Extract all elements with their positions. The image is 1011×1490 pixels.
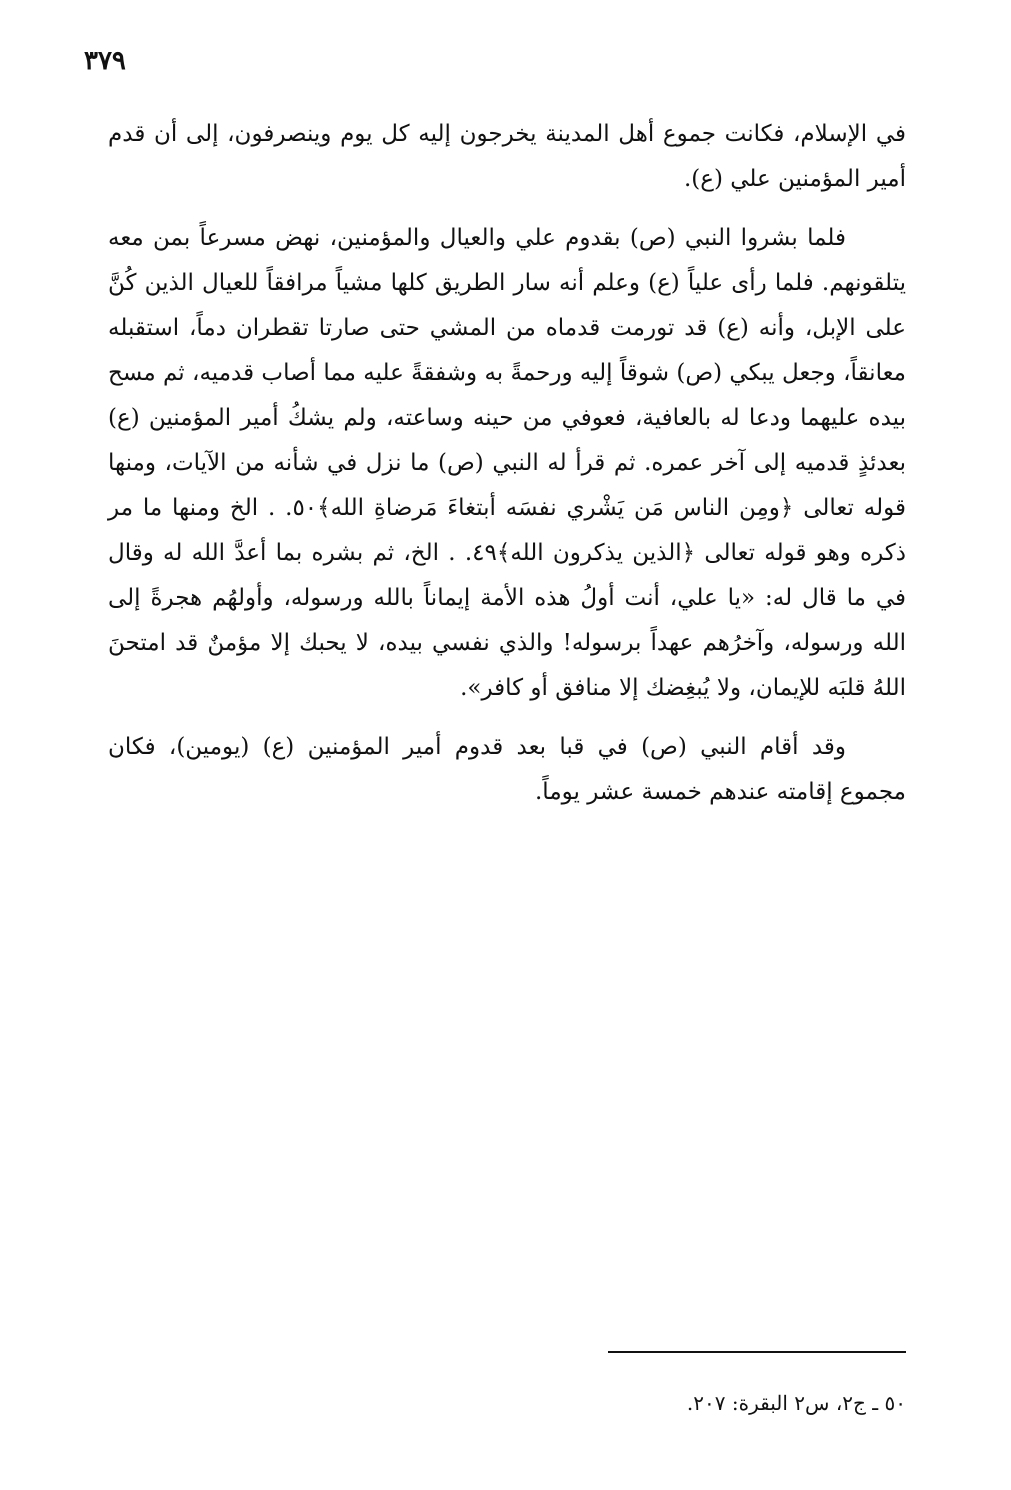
paragraph-1: في الإسلام، فكانت جموع أهل المدينة يخرجون إليه كل يوم وينصرفون، إلى أن قدم أمير المؤمنين علي (ع). [108, 121, 906, 192]
main-text [108, 112, 906, 829]
paragraph-3: وقد أقام النبي (ص) في قبا بعد قدوم أمير المؤمنين (ع) (يومين)، فكان مجموع إقامته عندهم خمسة عشر يوماً. [108, 734, 906, 805]
page-number: ٣٧٩ [84, 46, 126, 76]
paragraph-2: فلما بشروا النبي (ص) بقدوم علي والعيال والمؤمنين، نهض مسرعاً بمن معه يتلقونهم. فلما رأى علياً (ع) وعلم أنه سار الطريق كلها مشياً مرافقاً للعيال الذين كُنَّ على الإبل، وأنه (ع) قد تورمت قدماه من المشي حتى صارتا تقطران دماً، استقبله معانقاً، وجعل يبكي (ص) شوقاً إليه ورحمةً به وشفقةً عليه مما أصاب قدميه، ثم مسح بيده عليهما ودعا له بالعافية، فعوفي من حينه وساعته، ولم يشكُ أمير المؤمنين (ع) بعدئذٍ قدميه إلى آخر عمره. ثم قرأ له النبي (ص) ما نزل في شأنه من الآيات، ومنها قوله تعالى ﴿ومِن الناس مَن يَشْري نفسَه أبتغاءَ مَرضاةِ الله﴾٥٠. . الخ ومنها ما مر ذكره وهو قوله تعالى ﴿الذين يذكرون الله﴾٤٩. . الخ، ثم بشره بما أعدَّ الله له وقال في ما قال له: «يا علي، أنت أولُ هذه الأمة إيماناً بالله ورسوله، وأولهُم هجرةً إلى الله ورسوله، وآخرُهم عهداً برسوله! والذي نفسي بيده، لا يحبك إلا مؤمنٌ قد امتحنَ اللهُ قلبَه للإيمان، ولا يُبغِضك إلا منافق أو كافر». [108, 225, 906, 701]
footnote-divider [608, 1351, 906, 1353]
footnote: ٥٠ ـ ج٢، س٢ البقرة: ٢٠٧. [686, 1391, 906, 1415]
